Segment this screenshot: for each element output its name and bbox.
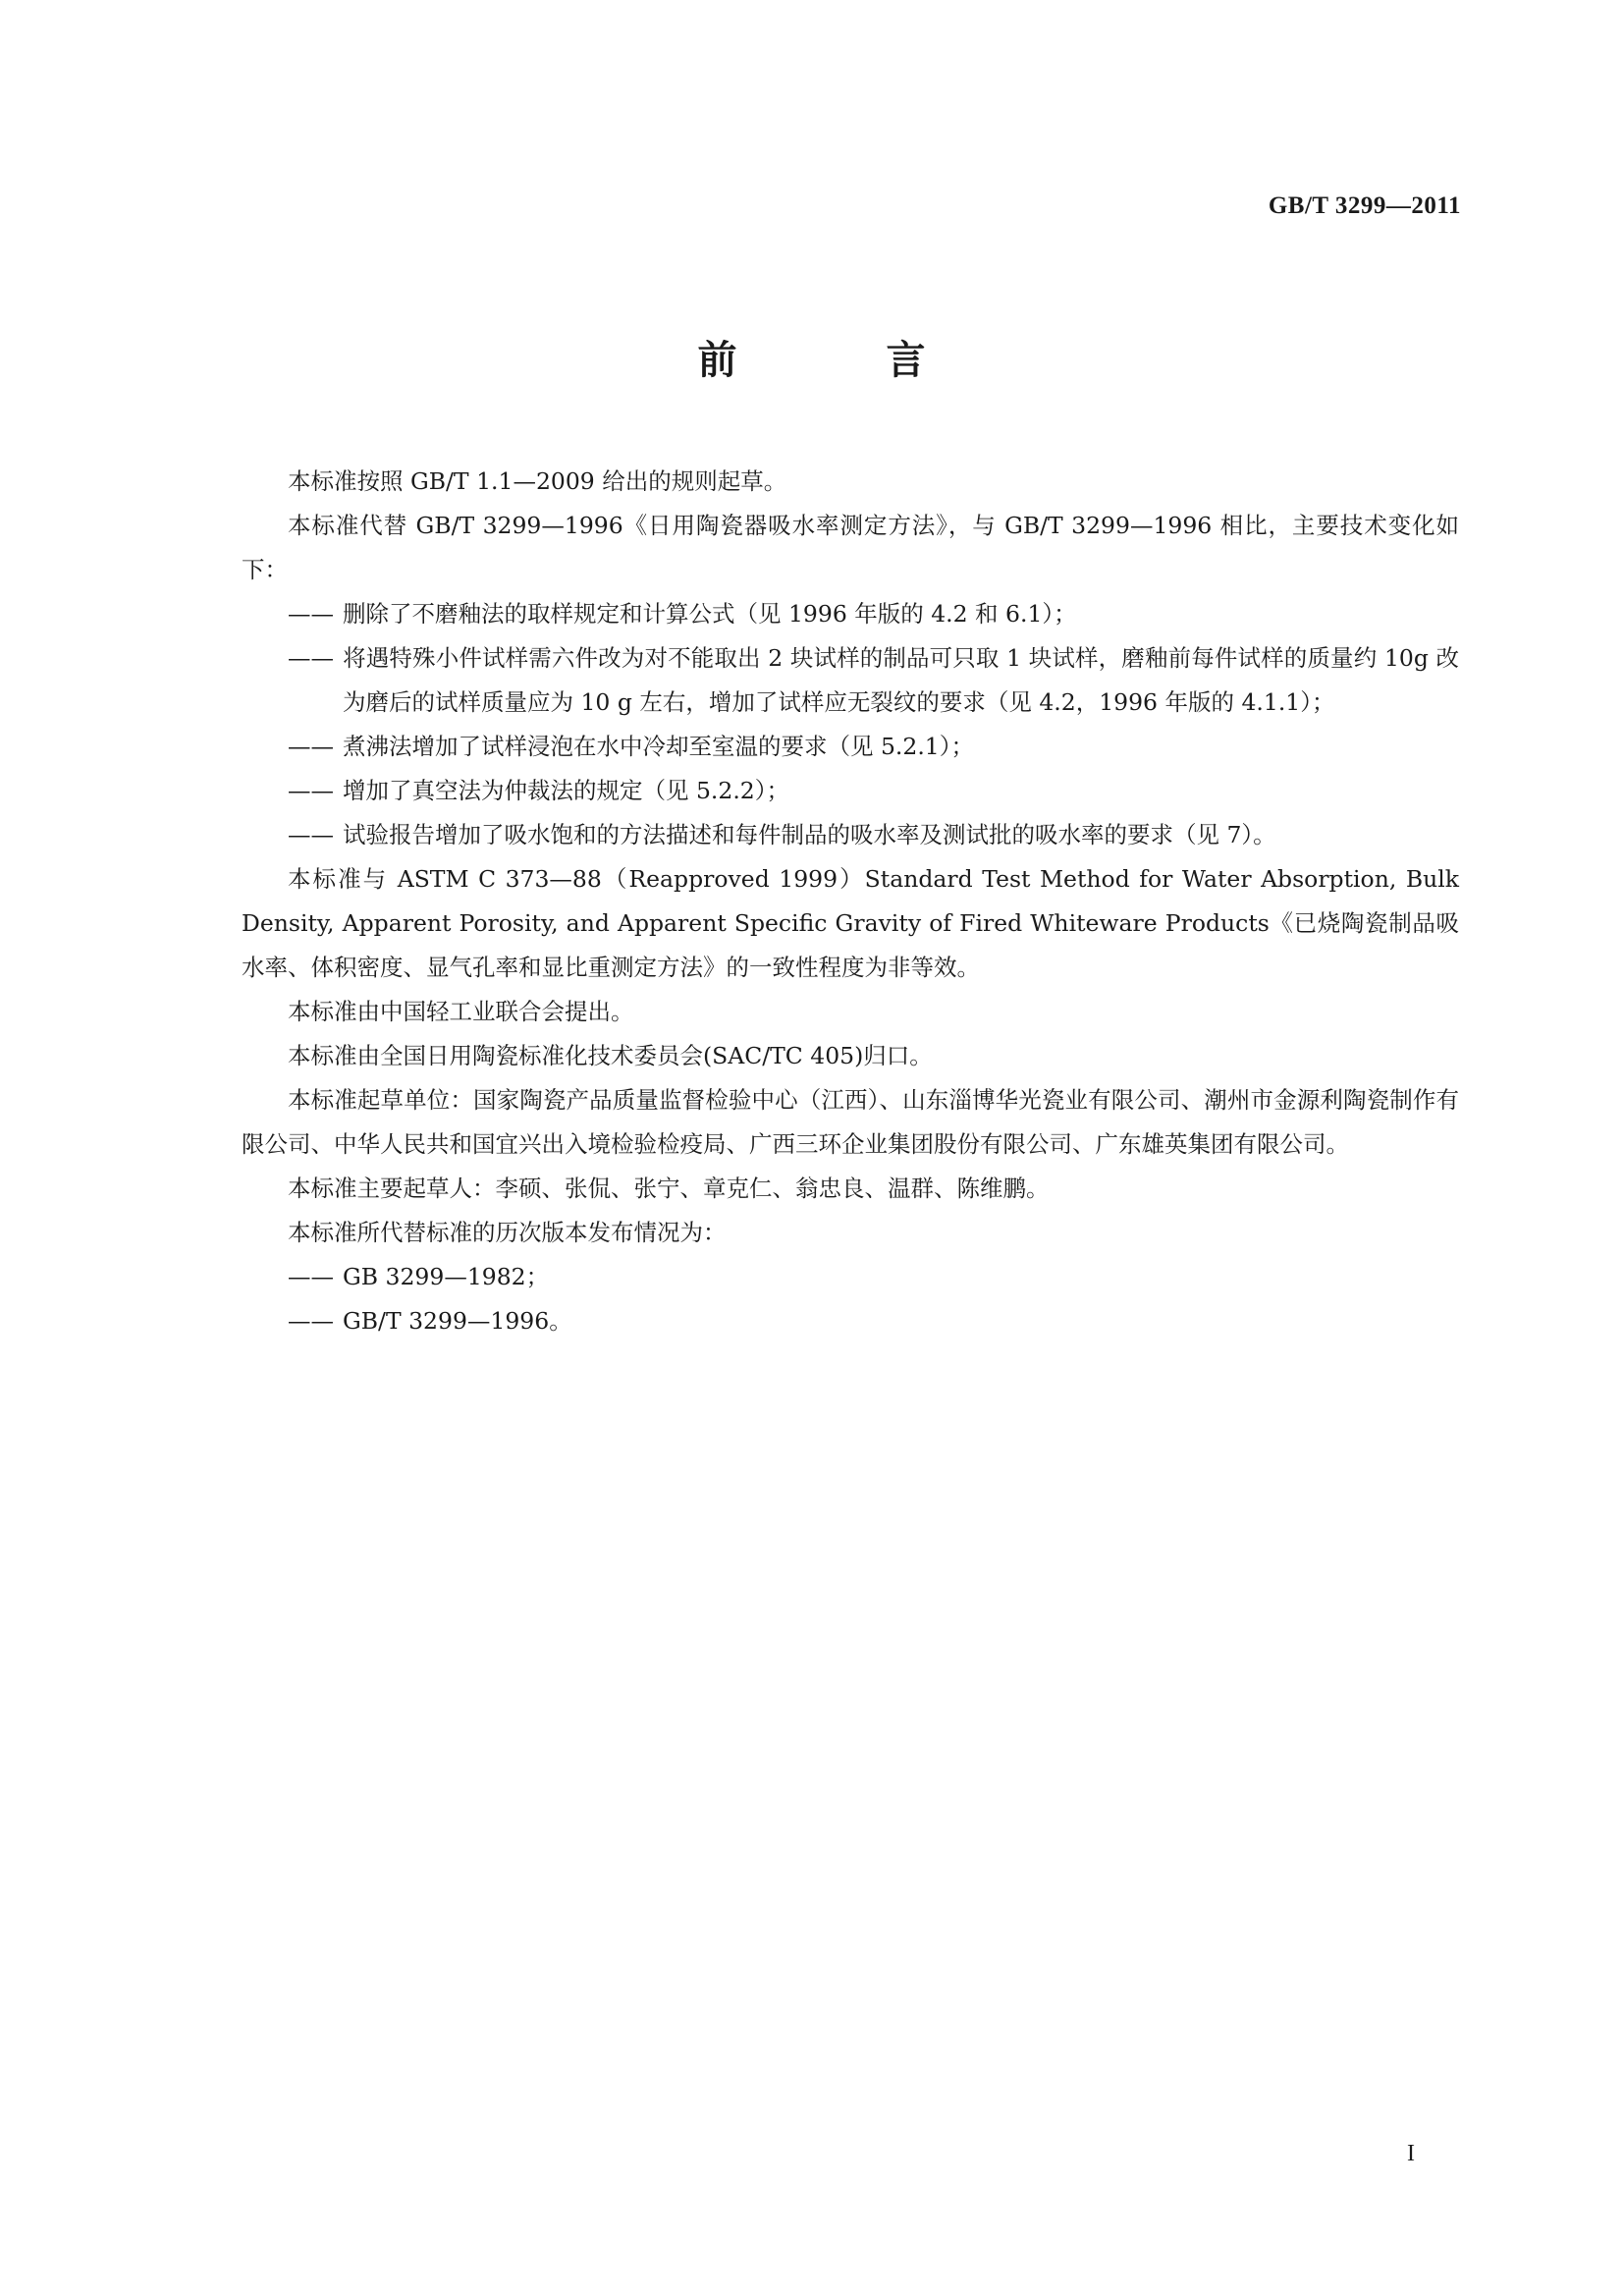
paragraph-drafters: 本标准主要起草人：李硕、张侃、张宁、章克仁、翁忠良、温群、陈维鹏。	[288, 1175, 1050, 1202]
paragraph-astm-relation: 本标准与 ASTM C 373—88（Reapproved 1999）Standard Test Method for Water Absorption, Bulk Density, Apparent Porosity, and Apparent Specific Gravity of Fired Whiteware Products《已烧陶瓷制品吸水率、体积密度、显气孔率和显比重测定方法》的一致性程度为非等效。	[242, 865, 1459, 981]
list-item-change: —— 试验报告增加了吸水饱和的方法描述和每件制品的吸水率及测试批的吸水率的要求（见 7）。	[288, 813, 1459, 857]
list-item-change: —— 煮沸法增加了试样浸泡在水中冷却至室温的要求（见 5.2.1）；	[288, 725, 1459, 769]
dash-mark: ——	[288, 777, 334, 804]
paragraph-replaces: 本标准代替 GB/T 3299—1996《日用陶瓷器吸水率测定方法》，与 GB/T 3299—1996 相比，主要技术变化如下：	[242, 512, 1459, 583]
foreword-body	[242, 460, 1459, 1343]
dash-mark: ——	[288, 733, 334, 760]
paragraph-proposed-by: 本标准由中国轻工业联合会提出。	[288, 998, 634, 1025]
paragraph-centralized-by: 本标准由全国日用陶瓷标准化技术委员会(SAC/TC 405)归口。	[288, 1042, 933, 1069]
standard-code: GB/T 3299—2011	[1268, 192, 1461, 219]
dash-mark: ——	[288, 1263, 334, 1290]
page-number: I	[1407, 2141, 1415, 2166]
dash-mark: ——	[288, 821, 334, 848]
list-item-version: —— GB/T 3299—1996。	[288, 1299, 1459, 1343]
dash-mark: ——	[288, 600, 334, 628]
paragraph-version-history: 本标准所代替标准的历次版本发布情况为：	[288, 1219, 727, 1246]
list-item-change: —— 将遇特殊小件试样需六件改为对不能取出 2 块试样的制品可只取 1 块试样，磨釉前每件试样的质量约 10g 改为磨后的试样质量应为 10 g 左右，增加了试样应无裂纹的要求（见 4.2，1996 年版的 4.1.1）；	[288, 636, 1459, 725]
dash-mark: ——	[288, 644, 334, 672]
list-item-version: —— GB 3299—1982；	[288, 1255, 1459, 1299]
dash-mark: ——	[288, 1307, 334, 1335]
list-item-change: —— 增加了真空法为仲裁法的规定（见 5.2.2）；	[288, 769, 1459, 813]
list-item-change: —— 删除了不磨釉法的取样规定和计算公式（见 1996 年版的 4.2 和 6.1）；	[288, 592, 1459, 636]
paragraph-drafting-rules: 本标准按照 GB/T 1.1—2009 给出的规则起草。	[288, 467, 787, 495]
page-title: 前 言	[697, 338, 981, 383]
paragraph-drafting-units: 本标准起草单位：国家陶瓷产品质量监督检验中心（江西）、山东淄博华光瓷业有限公司、潮州市金源利陶瓷制作有限公司、中华人民共和国宜兴出入境检验检疫局、广西三环企业集团股份有限公司、广东雄英集团有限公司。	[242, 1086, 1459, 1158]
